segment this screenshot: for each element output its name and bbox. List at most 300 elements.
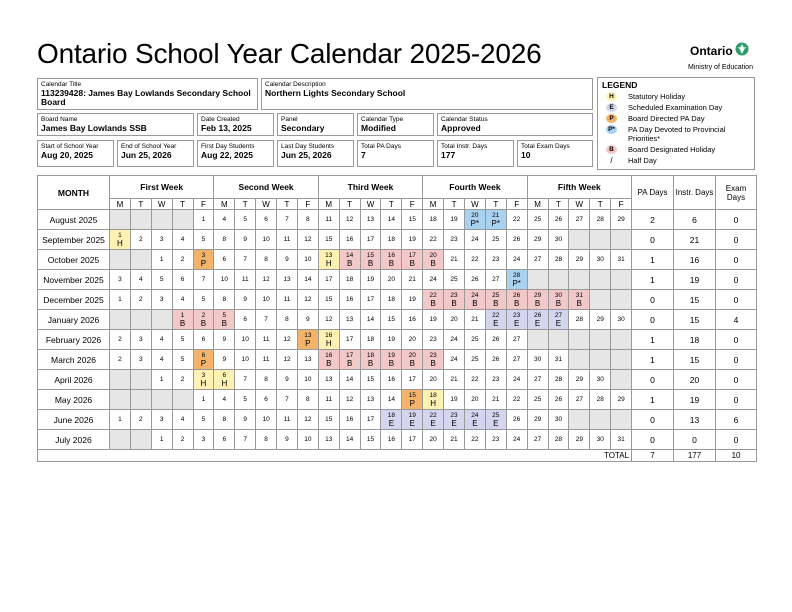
legend-label: PA Day Devoted to Provincial Priorities*	[628, 125, 726, 143]
day-number: 28	[596, 395, 604, 403]
day-cell	[193, 350, 214, 370]
day-code: B	[221, 318, 227, 328]
day-cell	[464, 390, 485, 410]
empty-day-cell	[548, 330, 569, 350]
day-number: 21	[471, 315, 479, 323]
day-code: B	[326, 358, 332, 368]
empty-day-cell	[130, 250, 151, 270]
day-cell	[527, 210, 548, 230]
day-cell	[110, 230, 131, 250]
day-cell	[172, 290, 193, 310]
day-cell	[360, 310, 381, 330]
day-cell	[485, 410, 506, 430]
week-3-header: Third Week	[318, 176, 422, 199]
day-number: 15	[387, 315, 395, 323]
total-instr-label: Total Instr. Days	[441, 143, 488, 150]
day-number: 26	[533, 311, 542, 319]
start-year-label: Start of School Year	[41, 143, 99, 150]
day-cell	[611, 390, 632, 410]
day-number: 20	[429, 375, 437, 383]
day-header: W	[151, 199, 172, 210]
pa-days-value: 2	[632, 210, 674, 230]
day-number: 17	[366, 415, 375, 423]
total-exam-box	[517, 140, 593, 167]
day-cell	[318, 330, 339, 350]
day-cell	[193, 290, 214, 310]
day-code: E	[493, 318, 499, 328]
day-cell	[423, 230, 444, 250]
day-number: 26	[554, 395, 563, 403]
empty-day-cell	[548, 270, 569, 290]
day-cell	[110, 350, 131, 370]
day-cell	[506, 210, 527, 230]
day-number: 11	[283, 415, 291, 423]
day-number: 23	[450, 411, 458, 419]
day-header: T	[130, 199, 151, 210]
day-cell	[172, 250, 193, 270]
day-cell	[277, 370, 298, 390]
day-cell	[569, 250, 590, 270]
day-number: 28	[513, 271, 521, 279]
totals-row	[38, 450, 757, 462]
day-cell	[485, 310, 506, 330]
day-number: 13	[304, 355, 312, 363]
day-number: 21	[450, 375, 458, 383]
day-number: 6	[222, 255, 227, 263]
day-number: 24	[471, 291, 479, 299]
total-pa-box	[357, 140, 434, 167]
calendar-table	[37, 175, 757, 462]
day-cell	[214, 370, 235, 390]
day-number: 17	[345, 335, 354, 343]
day-number: 16	[345, 415, 354, 423]
day-header: F	[506, 199, 527, 210]
day-number: 1	[118, 231, 122, 239]
day-cell	[235, 350, 256, 370]
day-cell	[444, 290, 465, 310]
day-number: 3	[139, 335, 143, 343]
day-number: 9	[285, 255, 289, 263]
day-number: 5	[201, 415, 206, 423]
day-number: 23	[429, 351, 437, 359]
day-cell	[381, 390, 402, 410]
day-cell	[318, 350, 339, 370]
day-header: T	[444, 199, 465, 210]
day-number: 9	[285, 435, 289, 443]
day-number: 23	[429, 335, 437, 343]
day-number: 4	[180, 415, 185, 423]
instr-days-value: 6	[674, 210, 716, 230]
day-cell	[611, 210, 632, 230]
exam-days-header: Exam Days	[716, 176, 757, 210]
day-cell	[214, 310, 235, 330]
empty-day-cell	[590, 230, 611, 250]
day-cell	[110, 330, 131, 350]
day-number: 7	[243, 435, 248, 443]
day-cell	[256, 230, 277, 250]
day-cell	[339, 270, 360, 290]
day-cell	[444, 390, 465, 410]
day-number: 24	[513, 375, 521, 383]
empty-day-cell	[569, 330, 590, 350]
exam-days-value: 0	[716, 350, 757, 370]
day-cell	[485, 210, 506, 230]
day-cell	[360, 270, 381, 290]
day-number: 16	[387, 435, 395, 443]
day-cell	[569, 390, 590, 410]
day-code: B	[179, 318, 186, 328]
day-cell	[193, 370, 214, 390]
day-number: 25	[492, 235, 500, 243]
day-cell	[297, 290, 318, 310]
calendar-title-value: 113239428: James Bay Lowlands Secondary School Board	[41, 88, 251, 107]
day-code: B	[576, 298, 582, 308]
pa-days-value: 0	[632, 410, 674, 430]
day-cell	[381, 230, 402, 250]
day-number: 24	[471, 411, 479, 419]
day-number: 16	[325, 351, 333, 359]
trillium-icon	[735, 42, 749, 56]
last-day-value: Jun 25, 2026	[281, 150, 332, 160]
day-number: 24	[471, 235, 479, 243]
day-number: 19	[387, 351, 395, 359]
day-cell	[297, 330, 318, 350]
day-cell	[235, 370, 256, 390]
day-number: 20	[429, 435, 437, 443]
day-cell	[423, 250, 444, 270]
day-number: 16	[387, 251, 395, 259]
day-number: 23	[450, 291, 458, 299]
pa-days-value: 0	[632, 370, 674, 390]
pa-days-value: 1	[632, 390, 674, 410]
instr-days-value: 15	[674, 350, 716, 370]
day-cell	[423, 330, 444, 350]
day-number: 28	[575, 315, 583, 323]
day-cell	[297, 310, 318, 330]
day-header: M	[214, 199, 235, 210]
day-number: 10	[304, 435, 312, 443]
day-cell	[151, 250, 172, 270]
day-cell	[423, 290, 444, 310]
empty-day-cell	[590, 330, 611, 350]
day-cell	[130, 290, 151, 310]
empty-day-cell	[130, 210, 151, 230]
day-number: 1	[159, 435, 164, 443]
day-cell	[151, 370, 172, 390]
day-cell	[297, 370, 318, 390]
day-cell	[360, 390, 381, 410]
day-number: 20	[429, 251, 437, 259]
day-cell	[464, 310, 485, 330]
day-cell	[360, 430, 381, 450]
day-number: 12	[325, 315, 333, 323]
day-cell	[423, 370, 444, 390]
day-cell	[256, 290, 277, 310]
empty-day-cell	[611, 290, 632, 310]
day-code: P*	[491, 218, 500, 228]
day-cell	[402, 350, 423, 370]
board-name-box	[37, 113, 194, 136]
day-cell	[256, 370, 277, 390]
day-cell	[402, 330, 423, 350]
day-number: 11	[325, 215, 333, 223]
instr-days-value: 18	[674, 330, 716, 350]
month-name: August 2025	[38, 210, 110, 230]
day-number: 13	[366, 215, 375, 223]
day-number: 3	[201, 251, 206, 259]
day-number: 19	[387, 335, 395, 343]
day-cell	[506, 250, 527, 270]
day-cell	[485, 290, 506, 310]
total-instr-box	[437, 140, 514, 167]
day-number: 29	[533, 291, 542, 299]
day-number: 20	[450, 315, 458, 323]
day-number: 14	[345, 375, 354, 383]
exam-days-value: 0	[716, 270, 757, 290]
day-cell	[318, 370, 339, 390]
day-number: 30	[617, 315, 625, 323]
calendar-description-label: Calendar Description	[265, 81, 326, 88]
day-number: 13	[304, 331, 312, 339]
day-number: 16	[387, 375, 395, 383]
day-cell	[277, 290, 298, 310]
day-header: M	[318, 199, 339, 210]
day-cell	[235, 270, 256, 290]
empty-day-cell	[151, 390, 172, 410]
day-number: 7	[243, 375, 248, 383]
day-cell	[172, 270, 193, 290]
start-year-value: Aug 20, 2025	[41, 150, 93, 160]
day-number: 4	[159, 335, 164, 343]
empty-day-cell	[569, 270, 590, 290]
week-5-header: Fifth Week	[527, 176, 631, 199]
day-number: 28	[554, 435, 563, 443]
total-label: TOTAL	[38, 450, 632, 462]
day-number: 27	[533, 255, 542, 263]
day-number: 27	[575, 395, 583, 403]
day-code: B	[493, 298, 499, 308]
logo-text: Ontario	[690, 44, 733, 58]
day-cell	[235, 390, 256, 410]
day-cell	[423, 390, 444, 410]
empty-day-cell	[110, 210, 131, 230]
empty-day-cell	[611, 330, 632, 350]
day-number: 18	[387, 411, 395, 419]
exam-days-value: 0	[716, 430, 757, 450]
day-number: 24	[450, 355, 458, 363]
empty-day-cell	[110, 390, 131, 410]
day-number: 5	[243, 395, 248, 403]
instr-days-value: 16	[674, 250, 716, 270]
day-number: 3	[201, 435, 206, 443]
day-number: 11	[283, 295, 291, 303]
empty-day-cell	[569, 410, 590, 430]
day-cell	[339, 370, 360, 390]
day-cell	[235, 310, 256, 330]
month-row	[38, 270, 757, 290]
day-number: 25	[450, 275, 458, 283]
month-name: February 2026	[38, 330, 110, 350]
empty-day-cell	[130, 430, 151, 450]
board-name-label: Board Name	[41, 116, 78, 123]
calendar-description-value: Northern Lights Secondary School	[265, 88, 406, 98]
day-cell	[339, 390, 360, 410]
day-number: 12	[345, 215, 354, 223]
day-cell	[256, 310, 277, 330]
day-code: E	[514, 318, 520, 328]
instr-days-value: 21	[674, 230, 716, 250]
day-cell	[297, 430, 318, 450]
day-code: B	[200, 318, 207, 328]
day-number: 5	[180, 355, 185, 363]
first-day-box	[197, 140, 274, 167]
day-cell	[485, 230, 506, 250]
total-pa-days: 7	[632, 450, 674, 462]
day-number: 15	[366, 435, 375, 443]
day-number: 7	[264, 315, 268, 323]
day-number: 26	[471, 275, 479, 283]
day-number: 14	[304, 275, 312, 283]
day-cell	[193, 410, 214, 430]
day-cell	[548, 290, 569, 310]
calendar-status-value: Approved	[441, 123, 481, 133]
day-cell	[193, 230, 214, 250]
day-cell	[193, 270, 214, 290]
day-number: 21	[492, 211, 500, 219]
pa-days-value: 0	[632, 230, 674, 250]
day-number: 30	[554, 291, 563, 299]
day-number: 19	[366, 275, 375, 283]
day-code: H	[117, 238, 123, 248]
empty-day-cell	[151, 310, 172, 330]
empty-day-cell	[130, 310, 151, 330]
last-day-box	[277, 140, 354, 167]
day-cell	[256, 250, 277, 270]
exam-days-value: 4	[716, 310, 757, 330]
day-cell	[527, 410, 548, 430]
legend-swatch: P	[606, 114, 617, 123]
day-cell	[318, 410, 339, 430]
day-code: P	[200, 258, 207, 268]
day-number: 23	[450, 235, 458, 243]
day-cell	[444, 430, 465, 450]
day-number: 7	[201, 275, 206, 283]
day-cell	[172, 310, 193, 330]
day-number: 22	[471, 255, 479, 263]
day-code: P	[305, 338, 311, 348]
day-number: 29	[617, 215, 625, 223]
day-cell	[214, 410, 235, 430]
day-code: B	[409, 358, 415, 368]
day-cell	[235, 230, 256, 250]
day-cell	[402, 230, 423, 250]
day-cell	[151, 330, 172, 350]
day-code: H	[325, 338, 332, 348]
day-number: 14	[345, 435, 354, 443]
day-number: 10	[241, 355, 249, 363]
week-header-row	[38, 176, 757, 199]
day-number: 2	[180, 375, 185, 383]
week-4-header: Fourth Week	[423, 176, 527, 199]
day-number: 2	[139, 295, 143, 303]
day-number: 30	[596, 255, 604, 263]
day-number: 17	[325, 275, 333, 283]
day-cell	[318, 250, 339, 270]
day-number: 18	[429, 391, 437, 399]
day-code: P	[409, 398, 415, 408]
day-cell	[381, 210, 402, 230]
day-cell	[423, 310, 444, 330]
day-cell	[527, 390, 548, 410]
instr-days-value: 19	[674, 270, 716, 290]
day-cell	[590, 430, 611, 450]
day-cell	[193, 210, 214, 230]
day-cell	[506, 370, 527, 390]
empty-day-cell	[569, 230, 590, 250]
day-cell	[256, 210, 277, 230]
day-cell	[381, 290, 402, 310]
day-cell	[485, 330, 506, 350]
day-cell	[360, 410, 381, 430]
instr-days-value: 0	[674, 430, 716, 450]
day-number: 4	[222, 215, 227, 223]
day-cell	[214, 270, 235, 290]
first-day-label: First Day Students	[201, 143, 255, 150]
day-cell	[110, 410, 131, 430]
day-code: B	[367, 258, 374, 268]
day-cell	[506, 310, 527, 330]
day-cell	[402, 430, 423, 450]
day-number: 8	[222, 295, 227, 303]
day-number: 31	[617, 255, 625, 263]
exam-days-value: 6	[716, 410, 757, 430]
instr-days-value: 15	[674, 290, 716, 310]
month-row	[38, 430, 757, 450]
day-number: 16	[325, 331, 333, 339]
day-cell	[151, 430, 172, 450]
exam-days-value: 0	[716, 230, 757, 250]
day-header: M	[527, 199, 548, 210]
day-number: 27	[492, 275, 500, 283]
day-number: 26	[554, 215, 563, 223]
day-cell	[444, 350, 465, 370]
total-exam-value: 10	[521, 150, 531, 160]
day-header: M	[423, 199, 444, 210]
day-number: 13	[325, 251, 333, 259]
calendar-description-box	[261, 78, 593, 110]
day-number: 29	[575, 435, 583, 443]
day-number: 26	[513, 291, 521, 299]
day-number: 9	[222, 335, 227, 343]
day-number: 28	[596, 215, 604, 223]
empty-day-cell	[172, 390, 193, 410]
day-number: 22	[471, 435, 479, 443]
day-number: 19	[408, 295, 416, 303]
day-number: 13	[325, 435, 333, 443]
day-code: B	[346, 258, 353, 268]
month-row	[38, 250, 757, 270]
day-cell	[360, 330, 381, 350]
day-cell	[256, 410, 277, 430]
day-header: T	[277, 199, 298, 210]
day-number: 4	[139, 275, 143, 283]
day-number: 13	[325, 375, 333, 383]
day-cell	[172, 410, 193, 430]
day-cell	[318, 290, 339, 310]
empty-day-cell	[590, 350, 611, 370]
total-instr-value: 177	[441, 150, 456, 160]
day-number: 3	[159, 415, 164, 423]
